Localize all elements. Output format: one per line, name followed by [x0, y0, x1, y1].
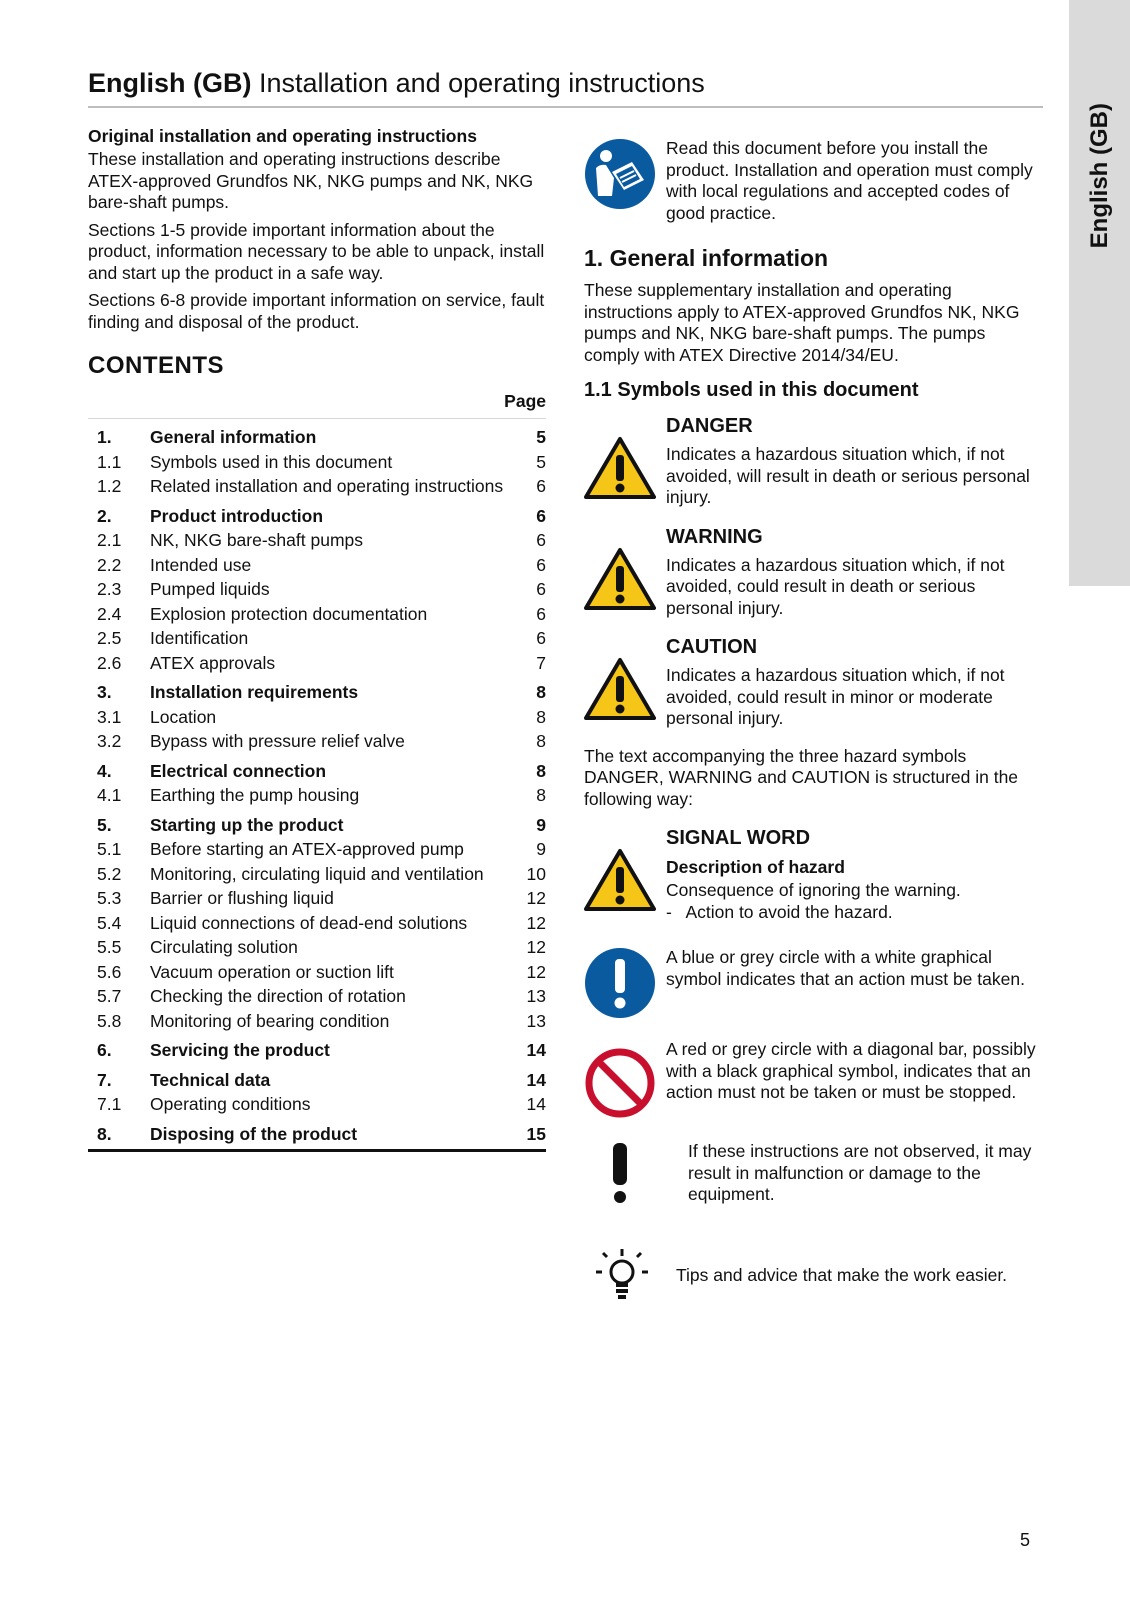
toc-row: [88, 1124, 546, 1146]
toc-page: 12: [526, 888, 546, 908]
toc-title: Vacuum operation or suction lift: [150, 961, 394, 982]
read-manual-icon: [584, 138, 666, 210]
toc-page: 6: [536, 476, 546, 496]
toc-num: 2.1: [97, 530, 122, 550]
toc-page: 8: [536, 731, 546, 751]
hazard-danger-word: DANGER: [666, 415, 753, 437]
section-1-text: These supplementary installation and operating instructions apply to ATEX-approved Grundfos NK, NKG pumps and NK, NKG bare-shaft pumps. The pumps comply with ATEX Directive 2014/34/EU.: [584, 280, 1020, 365]
toc-num: 2.2: [97, 554, 122, 575]
contents-title: CONTENTS: [88, 352, 224, 379]
header-subtitle: Installation and operating instructions: [259, 68, 705, 98]
toc-row: [88, 530, 546, 552]
hazard-caution: [584, 635, 1044, 736]
toc-row: [88, 604, 546, 626]
toc-num: 5.1: [97, 839, 122, 859]
toc-row: [88, 555, 546, 577]
toc-page: 6: [536, 554, 546, 575]
toc-num: 5.5: [97, 937, 122, 957]
toc-num: 2.3: [97, 579, 122, 599]
warning-triangle-icon: [584, 414, 666, 500]
exclamation-text: If these instructions are not observed, it may result in malfunction or damage to the equipment.: [688, 1141, 1032, 1204]
intro-paragraph-1: These installation and operating instructions describe ATEX-approved Grundfos NK, NKG pumps and NK, NKG bare-shaft pumps.: [88, 149, 534, 212]
toc-num: 3.1: [97, 706, 122, 727]
toc-row: [88, 427, 546, 449]
tips-text: Tips and advice that make the work easier.: [676, 1264, 1008, 1285]
toc-row: [88, 1011, 546, 1033]
toc-page: 9: [536, 814, 546, 835]
toc-row: [88, 682, 546, 704]
contents-page-label: Page: [504, 391, 546, 411]
toc-title: Monitoring, circulating liquid and ventilation: [150, 863, 484, 884]
toc-page: 13: [526, 1010, 546, 1031]
intro-heading: Original installation and operating instructions: [88, 126, 477, 146]
intro-paragraph-2: Sections 1-5 provide important information about the product, information necessary to be able to unpack, install and start up the product in a safe way.: [88, 219, 545, 283]
toc-page: 14: [526, 1094, 546, 1114]
toc-num: 2.6: [97, 652, 122, 673]
mandatory-action-icon: [584, 947, 666, 1019]
toc-row: [88, 1040, 546, 1062]
toc-title: Monitoring of bearing condition: [150, 1010, 390, 1031]
toc-title: Location: [150, 706, 217, 727]
signal-description: Description of hazard: [666, 857, 845, 877]
toc-title: Pumped liquids: [150, 579, 270, 599]
toc-title: Related installation and operating instructions: [150, 476, 504, 496]
table-of-contents: [88, 418, 546, 1152]
right-column: [584, 138, 1044, 1316]
toc-num: 5.2: [97, 863, 122, 884]
toc-row: [88, 452, 546, 474]
signal-action: - Action to avoid the hazard.: [666, 901, 893, 922]
toc-title: ATEX approvals: [150, 652, 276, 673]
toc-row: [88, 1094, 546, 1116]
toc-row: [88, 888, 546, 910]
side-tab-label: English (GB): [1086, 102, 1113, 248]
toc-page: 8: [536, 706, 546, 727]
blue-circle-text: A blue or grey circle with a white graphical symbol indicates that an action must be taken.: [666, 947, 1025, 989]
hazard-warning: [584, 525, 1044, 626]
toc-page: 8: [536, 682, 546, 702]
hazard-caution-text: Indicates a hazardous situation which, if not avoided, could result in minor or moderate personal injury.: [666, 665, 1005, 728]
toc-row: [88, 653, 546, 675]
toc-page: 6: [536, 603, 546, 624]
toc-page: 6: [536, 579, 546, 599]
toc-row: [88, 815, 546, 837]
toc-row: [88, 579, 546, 601]
toc-row: [88, 506, 546, 528]
toc-row: [88, 476, 546, 498]
toc-row: [88, 962, 546, 984]
toc-title: Identification: [150, 628, 249, 648]
toc-num: 2.4: [97, 603, 122, 624]
toc-row: [88, 707, 546, 729]
hazard-warning-word: WARNING: [666, 525, 763, 548]
toc-page: 14: [526, 1069, 546, 1090]
toc-num: 2.: [97, 505, 112, 526]
toc-page: 12: [526, 912, 546, 933]
toc-page: 5: [536, 427, 546, 447]
toc-num: 5.: [97, 814, 112, 835]
toc-page: 6: [536, 505, 546, 526]
toc-num: 1.1: [97, 451, 122, 472]
toc-num: 2.5: [97, 628, 122, 648]
toc-title: Technical data: [150, 1069, 271, 1090]
toc-num: 7.1: [97, 1094, 122, 1114]
toc-title: General information: [150, 427, 317, 447]
signal-consequence: Consequence of ignoring the warning.: [666, 880, 961, 900]
tips-block: [584, 1246, 1044, 1306]
toc-title: NK, NKG bare-shaft pumps: [150, 530, 363, 550]
toc-page: 6: [536, 628, 546, 648]
read-notice-text: Read this document before you install the product. Installation and operation must comply with local regulations and accepted codes of good practice.: [666, 138, 1033, 223]
signal-word: SIGNAL WORD: [666, 827, 811, 849]
toc-title: Liquid connections of dead-end solutions: [150, 912, 468, 933]
header-title: [88, 66, 1043, 100]
toc-num: 3.2: [97, 731, 122, 751]
warning-triangle-icon: [584, 826, 666, 912]
signal-word-block: [584, 826, 1044, 929]
toc-page: 14: [526, 1040, 546, 1060]
prohibition-icon: [584, 1039, 666, 1119]
toc-page: 15: [526, 1123, 546, 1144]
toc-num: 5.8: [97, 1010, 122, 1031]
toc-num: 5.7: [97, 986, 122, 1006]
toc-row: [88, 628, 546, 650]
toc-num: 1.2: [97, 476, 122, 496]
exclamation-icon: [584, 1141, 688, 1205]
toc-page: 9: [536, 839, 546, 859]
hazard-warning-text: Indicates a hazardous situation which, if not avoided, could result in death or serious personal injury.: [666, 554, 1005, 618]
hazard-caution-word: CAUTION: [666, 636, 758, 658]
read-notice: [584, 138, 1044, 230]
toc-page: 6: [536, 530, 546, 550]
toc-title: Electrical connection: [150, 760, 327, 781]
toc-row: [88, 839, 546, 861]
toc-title: Disposing of the product: [150, 1123, 358, 1144]
toc-num: 8.: [97, 1123, 112, 1144]
toc-title: Barrier or flushing liquid: [150, 888, 334, 908]
lightbulb-icon: [584, 1246, 676, 1306]
toc-page: 12: [526, 961, 546, 982]
toc-page: 13: [526, 986, 546, 1006]
toc-title: Before starting an ATEX-approved pump: [150, 839, 464, 859]
hazard-danger-text: Indicates a hazardous situation which, if not avoided, will result in death or serious personal injury.: [666, 444, 1030, 507]
header-lang: English (GB): [88, 68, 252, 98]
toc-num: 1.: [97, 427, 112, 447]
warning-triangle-icon: [584, 525, 666, 611]
page-number: 5: [1020, 1530, 1031, 1550]
toc-num: 3.: [97, 682, 112, 702]
left-column: [88, 125, 546, 1152]
toc-page: 7: [536, 652, 546, 673]
toc-title: Intended use: [150, 554, 252, 575]
hazard-danger: [584, 414, 1044, 515]
toc-row: [88, 937, 546, 959]
section-1-1-heading: 1.1 Symbols used in this document: [584, 379, 919, 401]
toc-num: 5.4: [97, 912, 122, 933]
toc-num: 4.: [97, 760, 112, 781]
toc-title: Operating conditions: [150, 1094, 311, 1114]
warning-triangle-icon: [584, 635, 666, 721]
red-circle-block: [584, 1039, 1044, 1119]
toc-title: Starting up the product: [150, 814, 344, 835]
toc-page: 8: [536, 760, 546, 781]
side-tab: [1069, 0, 1130, 586]
toc-title: Circulating solution: [150, 937, 298, 957]
exclamation-block: [584, 1141, 1044, 1212]
toc-title: Earthing the pump housing: [150, 785, 360, 805]
toc-num: 4.1: [97, 785, 122, 805]
toc-title: Explosion protection documentation: [150, 603, 428, 624]
toc-row: [88, 986, 546, 1008]
toc-page: 12: [526, 937, 546, 957]
intro-paragraph-3: Sections 6-8 provide important information on service, fault finding and disposal of the product.: [88, 290, 545, 332]
toc-title: Product introduction: [150, 505, 324, 526]
toc-title: Symbols used in this document: [150, 451, 393, 472]
red-circle-text: A red or grey circle with a diagonal bar, possibly with a black graphical symbol, indicates that an action must not be taken or must be stopped.: [666, 1039, 1036, 1102]
page-header: [88, 66, 1043, 108]
section-1-heading: 1. General information: [584, 245, 829, 271]
toc-num: 6.: [97, 1040, 112, 1060]
toc-page: 10: [526, 863, 546, 884]
toc-num: 7.: [97, 1069, 112, 1090]
toc-row: [88, 913, 546, 935]
blue-circle-block: [584, 947, 1044, 1019]
toc-row: [88, 731, 546, 753]
toc-title: Bypass with pressure relief valve: [150, 731, 405, 751]
toc-page: 8: [536, 785, 546, 805]
toc-num: 5.3: [97, 888, 122, 908]
toc-row: [88, 1070, 546, 1092]
toc-row: [88, 864, 546, 886]
toc-row: [88, 761, 546, 783]
toc-page: 5: [536, 451, 546, 472]
structure-text: The text accompanying the three hazard symbols DANGER, WARNING and CAUTION is structured in the following way:: [584, 745, 1019, 809]
toc-num: 5.6: [97, 961, 122, 982]
toc-row: [88, 785, 546, 807]
toc-title: Checking the direction of rotation: [150, 986, 406, 1006]
toc-title: Servicing the product: [150, 1040, 330, 1060]
toc-title: Installation requirements: [150, 682, 359, 702]
